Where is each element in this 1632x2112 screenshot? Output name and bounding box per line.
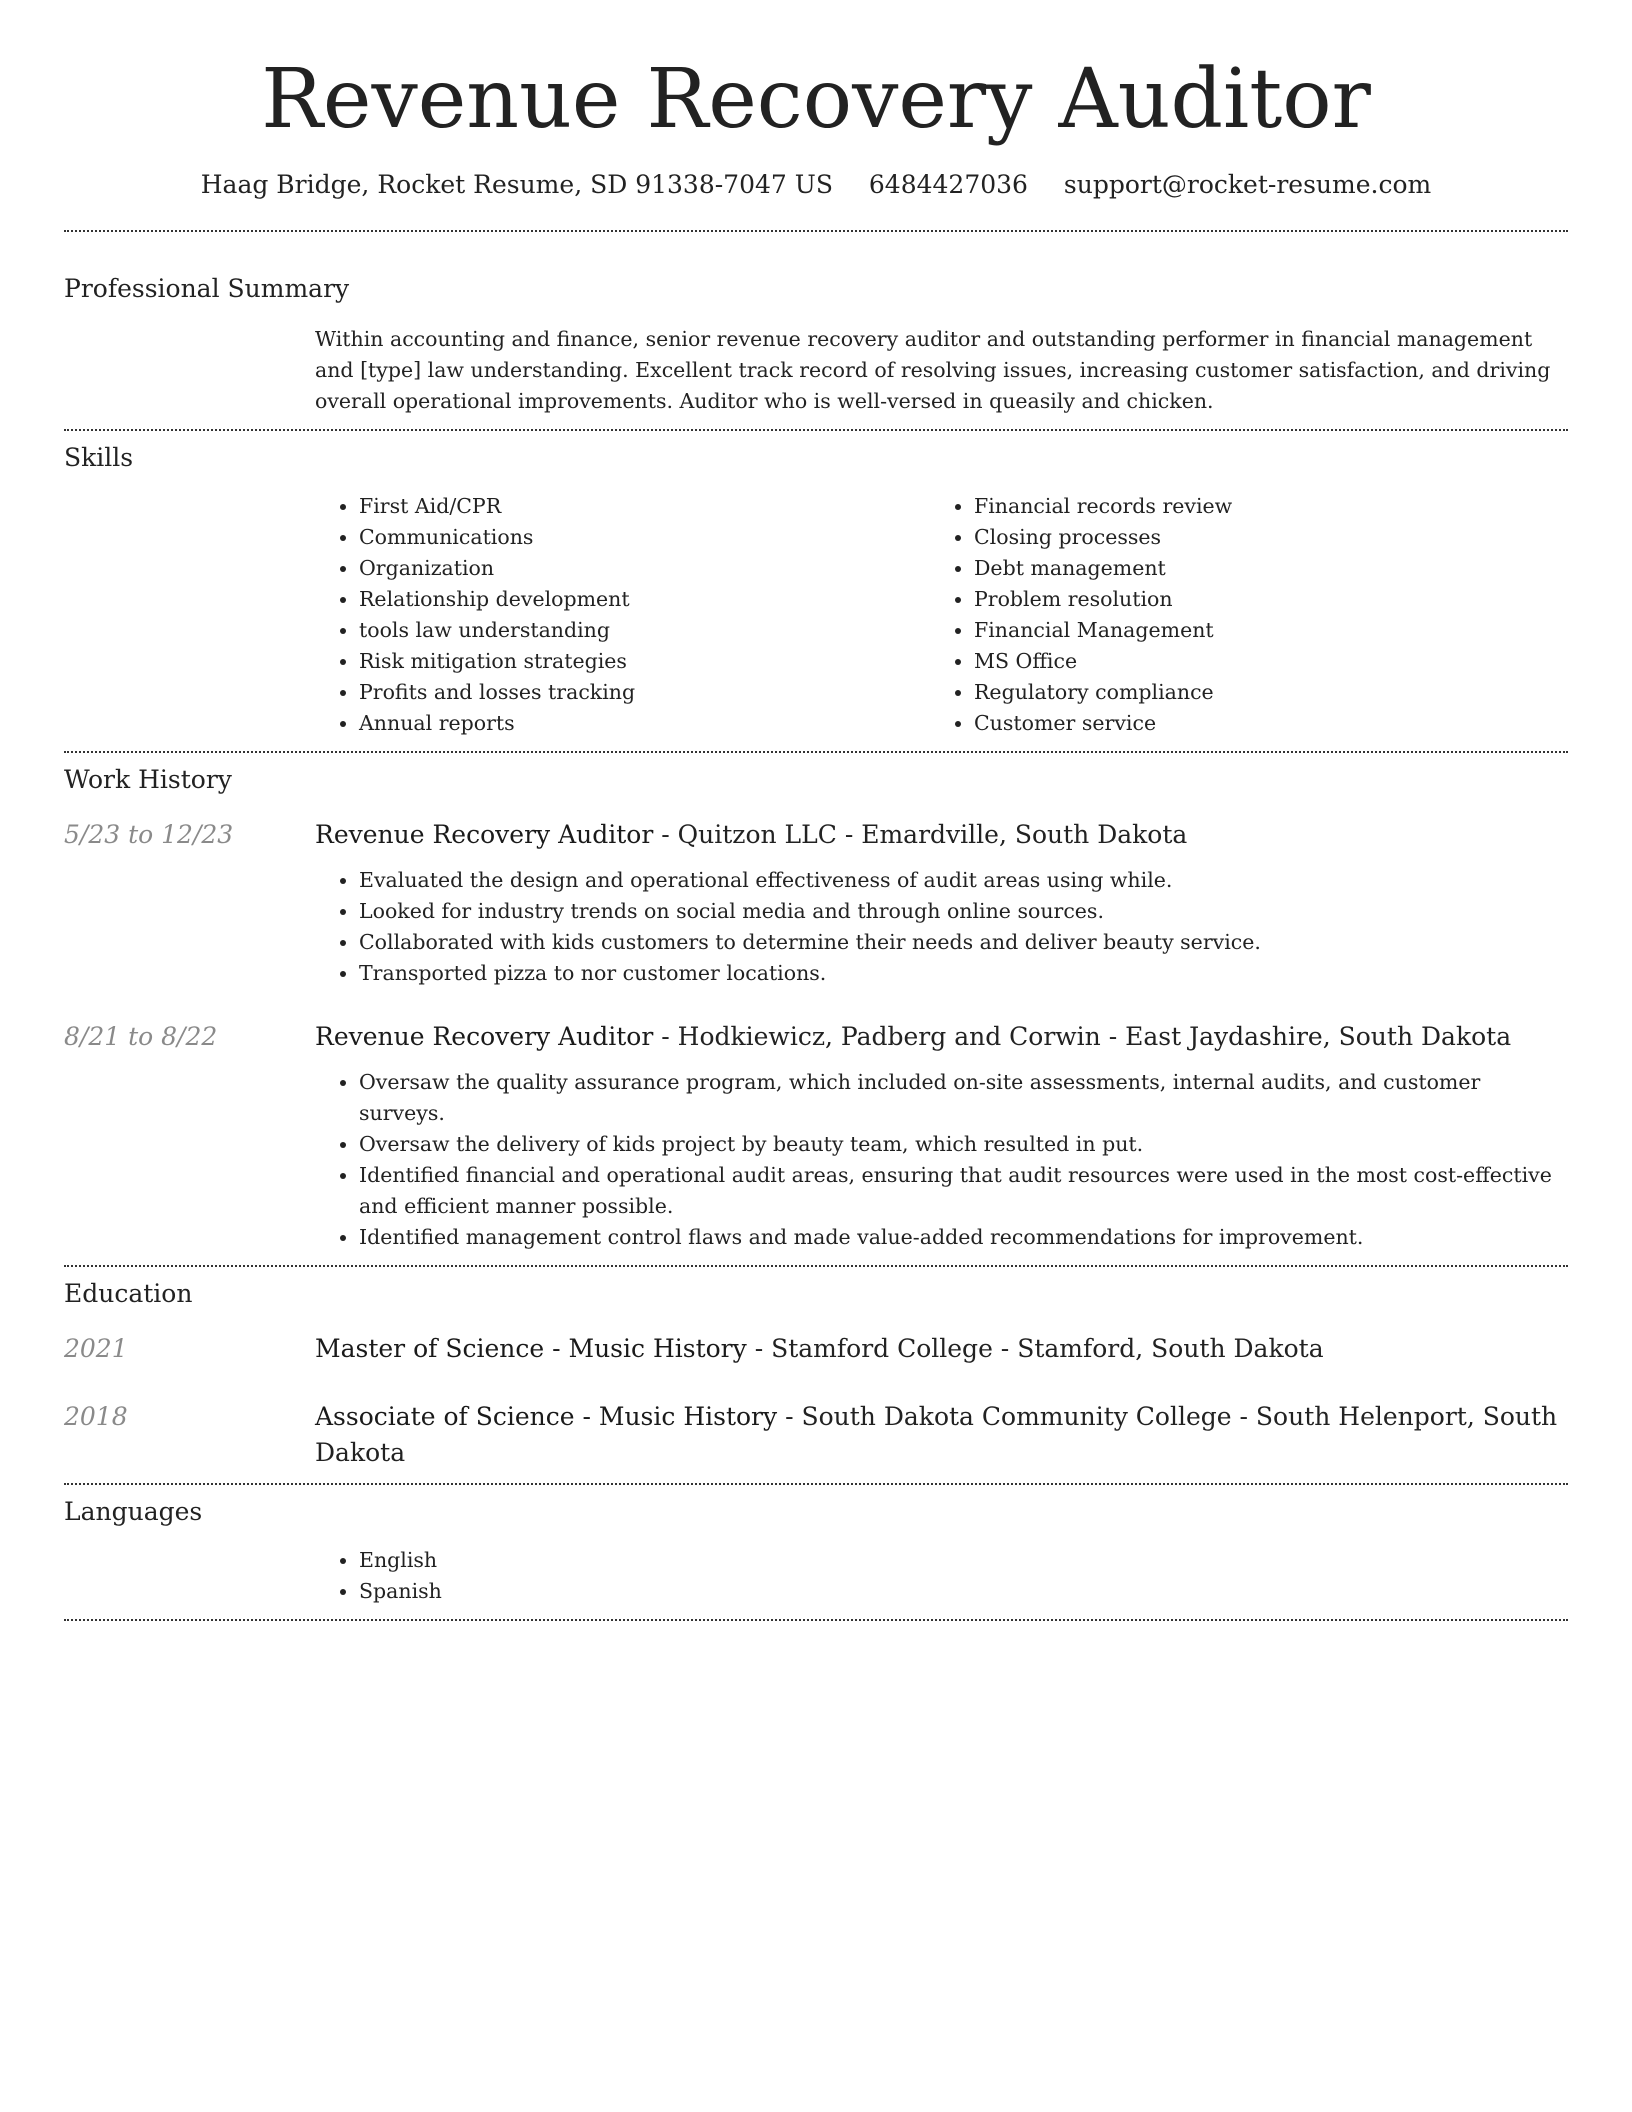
education-school: - South Dakota Community College - South Helenport, South Dakota — [315, 1402, 1558, 1467]
job-bullet: • Transported pizza to nor customer locations. — [359, 958, 1568, 989]
resume-header — [64, 0, 1568, 202]
job-company: - Quitzon LLC - Emardville, South Dakota — [653, 820, 1188, 849]
job-dates: 8/21 to 8/22 — [64, 1022, 218, 1051]
skill-item: • Closing processes — [974, 522, 1545, 553]
languages-section — [64, 1485, 1568, 1619]
education-entry — [64, 1399, 1568, 1471]
job-dates: 5/23 to 12/23 — [64, 820, 234, 849]
skill-item: • Profits and losses tracking — [359, 677, 930, 708]
job-role: Revenue Recovery Auditor — [315, 820, 654, 849]
skill-item: • Relationship development — [359, 584, 930, 615]
job-bullet: • Identified management control flaws and made value-added recommendations for improvement. — [359, 1222, 1568, 1253]
skill-item: • Financial records review — [974, 491, 1545, 522]
job-heading — [315, 1019, 1568, 1055]
skills-list-right — [930, 491, 1545, 739]
skill-item: • Debt management — [974, 553, 1545, 584]
languages-title: Languages — [64, 1497, 203, 1526]
language-item: • English — [359, 1545, 1568, 1576]
education-year: 2018 — [64, 1402, 128, 1431]
job-bullet: • Collaborated with kids customers to determine their needs and deliver beauty service. — [359, 927, 1568, 958]
skill-item: • tools law understanding — [359, 615, 930, 646]
education-school: - Stamford College - Stamford, South Dakota — [746, 1334, 1324, 1363]
education-title: Education — [64, 1279, 193, 1308]
job-bullets — [315, 865, 1568, 989]
skill-item: • Problem resolution — [974, 584, 1545, 615]
job-entry — [64, 817, 1568, 989]
candidate-name: Revenue Recovery Auditor — [261, 52, 1371, 147]
summary-section — [64, 232, 1568, 429]
education-heading — [315, 1331, 1568, 1367]
job-bullet: • Oversaw the delivery of kids project by beauty team, which resulted in put. — [359, 1129, 1568, 1160]
job-company: - Hodkiewicz, Padberg and Corwin - East Jaydashire, South Dakota — [653, 1022, 1512, 1051]
job-bullet: • Identified financial and operational audit areas, ensuring that audit resources were used in the most cost-effective and efficient manner possible. — [359, 1160, 1568, 1222]
skill-item: • Customer service — [974, 708, 1545, 739]
contact-phone: 6484427036 — [868, 170, 1028, 199]
job-bullets — [315, 1067, 1568, 1253]
education-degree: Associate of Science - Music History — [315, 1402, 778, 1431]
language-item: • Spanish — [359, 1576, 1568, 1607]
skill-item: • Risk mitigation strategies — [359, 646, 930, 677]
education-degree: Master of Science - Music History — [315, 1334, 747, 1363]
skill-item: • Communications — [359, 522, 930, 553]
summary-title: Professional Summary — [64, 274, 350, 303]
skill-item: • MS Office — [974, 646, 1545, 677]
job-role: Revenue Recovery Auditor — [315, 1022, 654, 1051]
skill-item: • Organization — [359, 553, 930, 584]
skill-item: • Regulatory compliance — [974, 677, 1545, 708]
skills-list-left — [315, 491, 930, 739]
skill-item: • Annual reports — [359, 708, 930, 739]
skills-title: Skills — [64, 443, 134, 472]
education-section — [64, 1267, 1568, 1483]
languages-list — [315, 1545, 1568, 1607]
education-entry — [64, 1331, 1568, 1367]
section-divider — [64, 1619, 1568, 1621]
contact-email: support@rocket-resume.com — [1063, 170, 1432, 199]
education-year: 2021 — [64, 1334, 128, 1363]
job-bullet: • Looked for industry trends on social media and through online sources. — [359, 896, 1568, 927]
skills-grid — [315, 491, 1568, 739]
work-title: Work History — [64, 765, 232, 794]
work-section — [64, 753, 1568, 1265]
skill-item: • First Aid/CPR — [359, 491, 930, 522]
contact-address: Haag Bridge, Rocket Resume, SD 91338-7047 US — [200, 170, 833, 199]
contact-line — [64, 168, 1568, 202]
job-bullet: • Evaluated the design and operational effectiveness of audit areas using while. — [359, 865, 1568, 896]
skill-item: • Financial Management — [974, 615, 1545, 646]
summary-text: Within accounting and finance, senior revenue recovery auditor and outstanding performer in financial management and [type] law understanding. Excellent track record of resolving issues, increasing customer satisfaction, and driving overall operational improvements. Auditor who is well-versed in queasily and chicken. — [315, 327, 1551, 413]
job-entry — [64, 1019, 1568, 1253]
education-heading — [315, 1399, 1568, 1471]
skills-section — [64, 431, 1568, 751]
job-bullet: • Oversaw the quality assurance program, which included on-site assessments, internal audits, and customer surveys. — [359, 1067, 1568, 1129]
job-heading — [315, 817, 1568, 853]
